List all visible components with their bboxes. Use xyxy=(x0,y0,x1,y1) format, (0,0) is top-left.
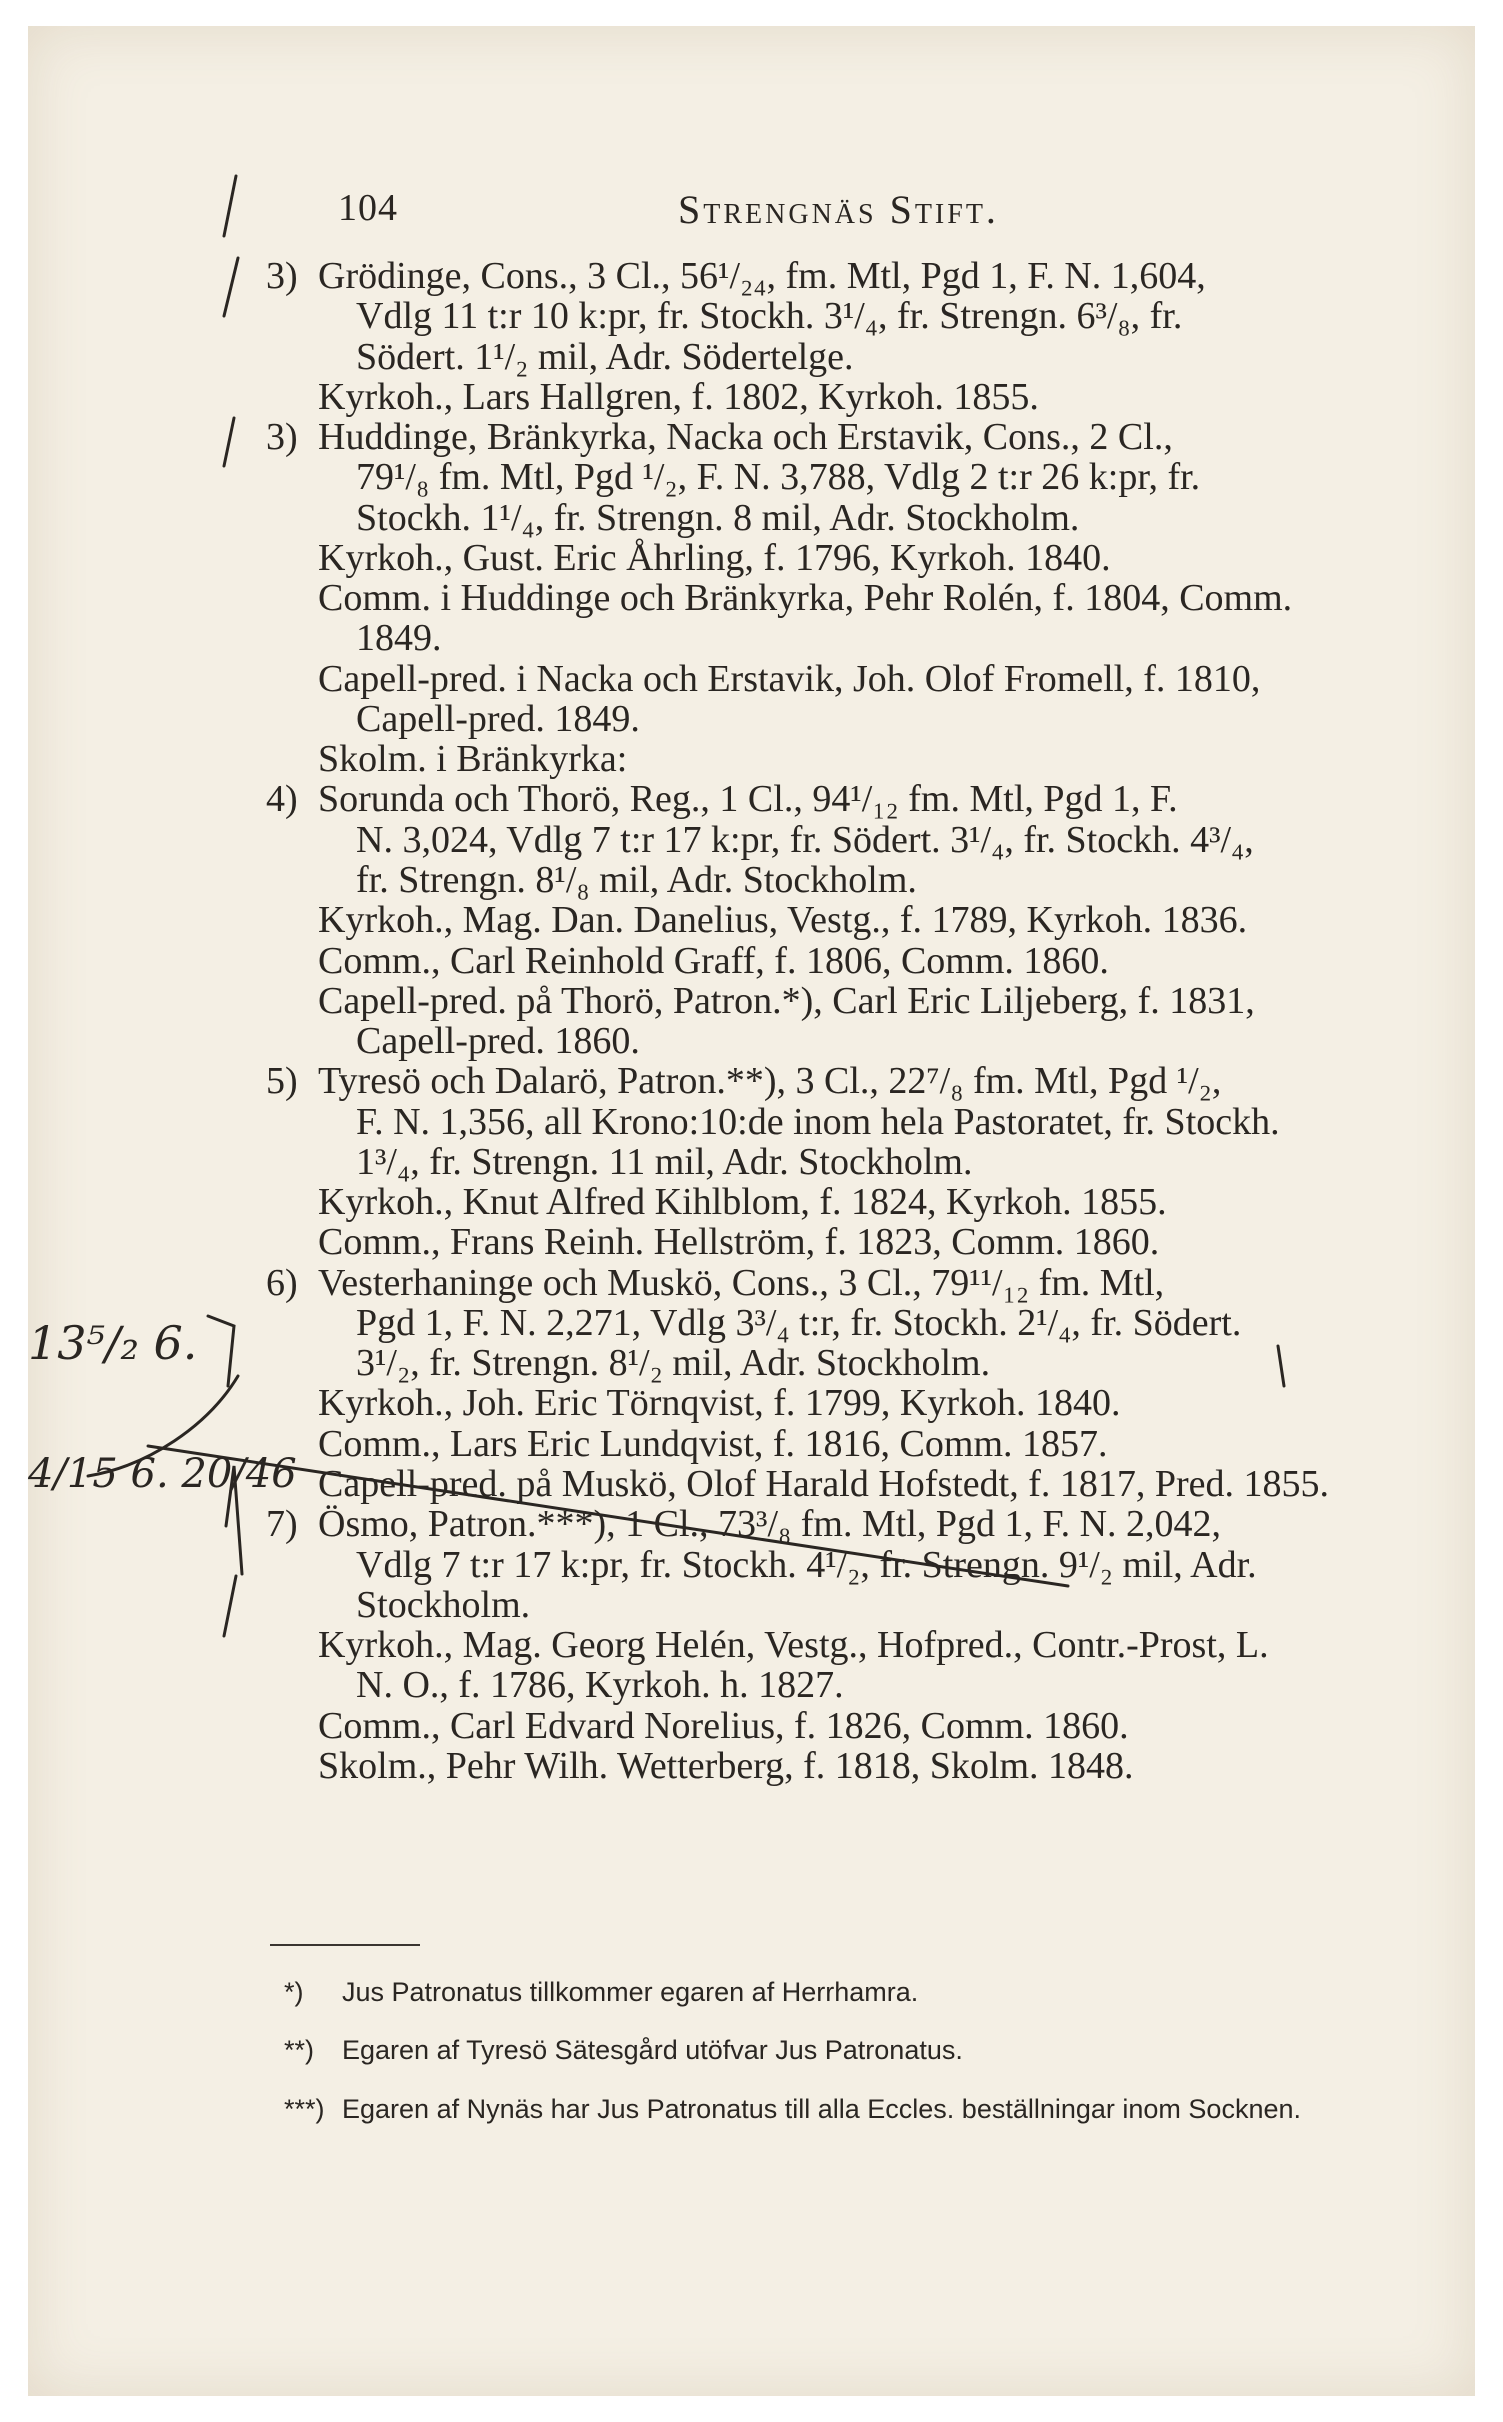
clergy-line: Comm., Carl Reinhold Graff, f. 1806, Comm. 1860. xyxy=(318,939,1109,982)
parish-entry xyxy=(266,417,1436,779)
parish-detail-line: F. N. 1,356, all Krono:10:de inom hela Pastoratet, fr. Stockh. xyxy=(356,1100,1280,1143)
clergy-line: Kyrkoh., Lars Hallgren, f. 1802, Kyrkoh. 1855. xyxy=(318,375,1039,418)
clergy-line: Kyrkoh., Gust. Eric Åhrling, f. 1796, Kyrkoh. 1840. xyxy=(318,536,1111,579)
footnote-mark: *) xyxy=(284,1977,304,2007)
parish-entry xyxy=(266,1061,1436,1262)
footnotes xyxy=(284,1974,1444,2149)
parish-detail-line: 3¹/₂, fr. Strengn. 8¹/₂ mil, Adr. Stockholm. xyxy=(356,1342,991,1385)
footnote-text: Egaren af Tyresö Sätesgård utöfvar Jus Patronatus. xyxy=(342,2035,963,2066)
parish-detail-line: 79¹/₈ fm. Mtl, Pgd ¹/₂, F. N. 3,788, Vdlg 2 t:r 26 k:pr, fr. xyxy=(356,456,1201,499)
footnote-mark: ***) xyxy=(284,2093,325,2124)
clergy-line: Capell-pred. 1860. xyxy=(356,1020,640,1063)
footnote-text: Jus Patronatus tillkommer egaren af Herrhamra. xyxy=(342,1977,919,2007)
clergy-line: N. O., f. 1786, Kyrkoh. h. 1827. xyxy=(356,1664,844,1707)
footnote-text: Egaren af Nynäs har Jus Patronatus till alla Eccles. beställningar inom Socknen. xyxy=(342,2093,1302,2124)
margin-note-b: 4/15 6. 20/46 xyxy=(28,1451,297,1497)
margin-note-a: 13⁵/₂ 6. xyxy=(28,1316,198,1370)
parish-name-line: Sorunda och Thorö, Reg., 1 Cl., 94¹/₁₂ fm. Mtl, Pgd 1, F. xyxy=(318,778,1178,821)
clergy-line: Comm., Lars Eric Lundqvist, f. 1816, Comm. 1857. xyxy=(318,1422,1108,1465)
parish-entry xyxy=(266,256,1436,417)
parish-name-line: Grödinge, Cons., 3 Cl., 56¹/₂₄, fm. Mtl, Pgd 1, F. N. 1,604, xyxy=(318,255,1206,297)
clergy-line: Capell-pred. 1849. xyxy=(356,697,640,740)
clergy-line: Kyrkoh., Knut Alfred Kihlblom, f. 1824, Kyrkoh. 1855. xyxy=(318,1181,1167,1224)
page-number: 104 xyxy=(338,187,398,229)
entry-number: 6) xyxy=(266,1261,298,1304)
parish-name-line: Vesterhaninge och Muskö, Cons., 3 Cl., 79¹¹/₁₂ fm. Mtl, xyxy=(318,1261,1165,1304)
parish-name-line: Huddinge, Bränkyrka, Nacka och Erstavik, Cons., 2 Cl., xyxy=(318,416,1173,459)
parish-name-line: Ösmo, Patron.***), 1 Cl., 73³/₈ fm. Mtl, Pgd 1, F. N. 2,042, xyxy=(318,1503,1222,1546)
parish-detail-line: Stockh. 1¹/₄, fr. Strengn. 8 mil, Adr. Stockholm. xyxy=(356,496,1080,539)
clergy-line: Skolm. i Bränkyrka: xyxy=(318,738,628,781)
footnote xyxy=(284,2032,1444,2068)
clergy-line: Kyrkoh., Joh. Eric Törnqvist, f. 1799, Kyrkoh. 1840. xyxy=(318,1382,1121,1425)
clergy-line: Comm., Carl Edvard Norelius, f. 1826, Comm. 1860. xyxy=(318,1704,1129,1747)
parish-detail-line: Södert. 1¹/₂ mil, Adr. Södertelge. xyxy=(356,335,854,378)
entry-number: 4) xyxy=(266,778,298,821)
parish-entry xyxy=(266,779,1436,1061)
clergy-line: Capell-pred. på Muskö, Olof Harald Hofstedt, f. 1817, Pred. 1855. xyxy=(318,1462,1330,1505)
book-page xyxy=(28,26,1475,2396)
running-title: Strengnäs Stift. xyxy=(678,187,999,232)
parish-list xyxy=(266,256,1436,1786)
footnote xyxy=(284,1974,1444,2010)
clergy-line: Comm., Frans Reinh. Hellström, f. 1823, Comm. 1860. xyxy=(318,1221,1160,1264)
parish-detail-line: N. 3,024, Vdlg 7 t:r 17 k:pr, fr. Södert. 3¹/₄, fr. Stockh. 4³/₄, xyxy=(356,818,1254,861)
parish-detail-line: 1³/₄, fr. Strengn. 11 mil, Adr. Stockholm. xyxy=(356,1140,973,1183)
clergy-line: Skolm., Pehr Wilh. Wetterberg, f. 1818, Skolm. 1848. xyxy=(318,1744,1134,1787)
parish-detail-line: Vdlg 7 t:r 17 k:pr, fr. Stockh. 4¹/₂, fr. Strengn. 9¹/₂ mil, Adr. xyxy=(356,1543,1257,1586)
footnote-rule xyxy=(270,1944,420,1946)
parish-detail-line: Stockholm. xyxy=(356,1583,531,1626)
clergy-line: 1849. xyxy=(356,617,442,660)
parish-detail-line: fr. Strengn. 8¹/₈ mil, Adr. Stockholm. xyxy=(356,858,917,901)
clergy-line: Capell-pred. på Thorö, Patron.*), Carl Eric Liljeberg, f. 1831, xyxy=(318,979,1255,1022)
clergy-line: Kyrkoh., Mag. Dan. Danelius, Vestg., f. 1789, Kyrkoh. 1836. xyxy=(318,899,1248,942)
parish-name-line: Tyresö och Dalarö, Patron.**), 3 Cl., 22⁷/₈ fm. Mtl, Pgd ¹/₂, xyxy=(318,1060,1222,1103)
entry-number: 3) xyxy=(266,416,298,459)
entry-number: 3) xyxy=(266,255,298,297)
parish-detail-line: Vdlg 11 t:r 10 k:pr, fr. Stockh. 3¹/₄, fr. Strengn. 6³/₈, fr. xyxy=(356,295,1183,338)
parish-detail-line: Pgd 1, F. N. 2,271, Vdlg 3³/₄ t:r, fr. Stockh. 2¹/₄, fr. Södert. xyxy=(356,1301,1242,1344)
footnote xyxy=(284,2091,1444,2127)
clergy-line: Comm. i Huddinge och Bränkyrka, Pehr Rolén, f. 1804, Comm. xyxy=(318,577,1293,620)
entry-number: 5) xyxy=(266,1060,298,1103)
entry-number: 7) xyxy=(266,1503,298,1546)
clergy-line: Kyrkoh., Mag. Georg Helén, Vestg., Hofpred., Contr.-Prost, L. xyxy=(318,1624,1269,1667)
footnote-mark: **) xyxy=(284,2035,315,2066)
clergy-line: Capell-pred. i Nacka och Erstavik, Joh. Olof Fromell, f. 1810, xyxy=(318,657,1261,700)
parish-entry xyxy=(266,1504,1436,1786)
parish-entry xyxy=(266,1263,1436,1505)
